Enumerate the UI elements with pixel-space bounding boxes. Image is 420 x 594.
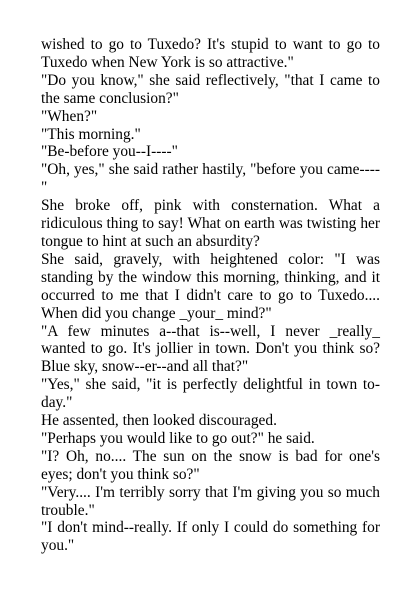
paragraph: "Yes," she said, "it is perfectly delightful in town to-day."	[41, 376, 380, 412]
paragraph: "Perhaps you would like to go out?" he said.	[41, 429, 315, 447]
paragraph: "I don't mind--really. If only I could do something for you."	[41, 519, 380, 555]
paragraph: She said, gravely, with heightened color: "I was standing by the window this morning, thinking, and it occurred to me that I didn't care to go to Tuxedo.... When did you change _your_ mind?"	[41, 250, 380, 322]
paragraph: wished to go to Tuxedo? It's stupid to want to go to Tuxedo when New York is so attractive."	[41, 36, 380, 71]
document-page	[41, 36, 380, 555]
paragraph: "Very.... I'm terribly sorry that I'm giving you so much trouble."	[41, 483, 380, 519]
paragraph: "This morning."	[41, 125, 141, 143]
paragraph: "Be-before you--I----"	[41, 143, 178, 161]
paragraph: "Do you know," she said reflectively, "that I came to the same conclusion?"	[41, 71, 380, 107]
paragraph: "Oh, yes," she said rather hastily, "before you came----"	[41, 161, 380, 197]
paragraph: "A few minutes a--that is--well, I never _really_ wanted to go. It's jollier in town. Don't you think so? Blue sky, snow--er--and all that?"	[41, 322, 380, 376]
paragraph: "I? Oh, no.... The sun on the snow is bad for one's eyes; don't you think so?"	[41, 447, 380, 483]
paragraph: She broke off, pink with consternation. What a ridiculous thing to say! What on earth was twisting her tongue to hint at such an absurdity?	[41, 197, 380, 250]
paragraph: He assented, then looked discouraged.	[41, 412, 277, 430]
paragraph: "When?"	[41, 107, 98, 125]
